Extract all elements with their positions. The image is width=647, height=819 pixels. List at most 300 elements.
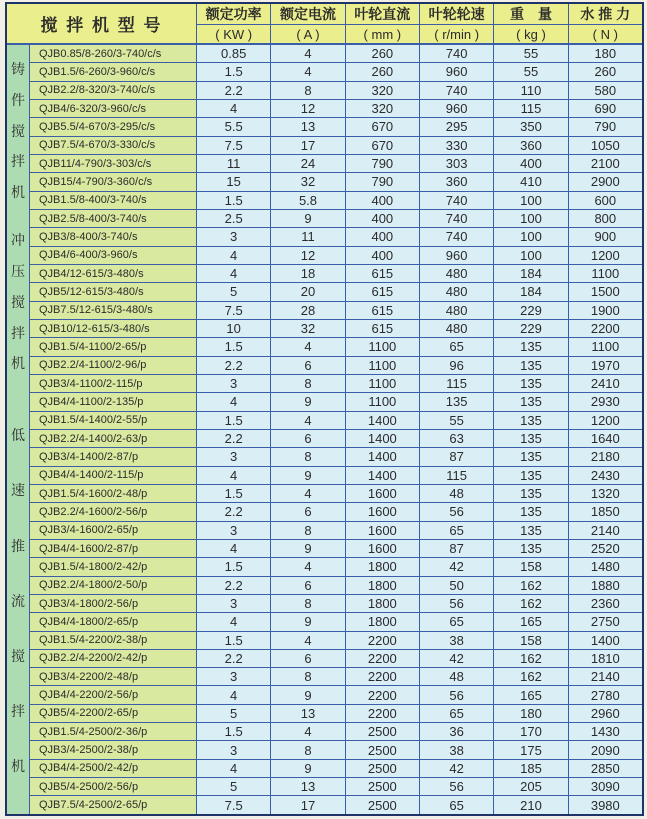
table-row	[30, 63, 642, 81]
value-cell: 4	[197, 265, 271, 282]
value-cell: 135	[494, 338, 568, 355]
value-cell: 15	[197, 173, 271, 190]
value-cell: 2.2	[197, 503, 271, 520]
table-row	[30, 448, 642, 466]
value-cell: 180	[569, 45, 642, 62]
column-header-label: 额定功率	[197, 4, 270, 25]
value-cell: 135	[494, 540, 568, 557]
value-cell: 7.5	[197, 302, 271, 319]
value-cell: 740	[420, 45, 494, 62]
value-cell: 13	[271, 118, 345, 135]
value-cell: 670	[346, 118, 420, 135]
value-cell: 56	[420, 503, 494, 520]
value-cell: 3	[197, 741, 271, 758]
table-row	[30, 430, 642, 448]
value-cell: 1800	[346, 577, 420, 594]
table-body	[7, 45, 642, 814]
table-row	[30, 375, 642, 393]
table-row	[30, 320, 642, 338]
value-cell: 17	[271, 796, 345, 813]
table-row	[30, 503, 642, 521]
table-row	[30, 485, 642, 503]
table-row	[30, 155, 642, 173]
value-cell: 960	[420, 100, 494, 117]
section-label	[7, 387, 29, 814]
value-cell: 4	[197, 686, 271, 703]
value-cell: 2430	[569, 467, 642, 484]
model-cell: QJB4/12-615/3-480/s	[30, 265, 197, 282]
value-cell: 350	[494, 118, 568, 135]
value-cell: 135	[494, 448, 568, 465]
model-cell: QJB1.5/4-2500/2-36/p	[30, 723, 197, 740]
value-cell: 135	[494, 393, 568, 410]
section-label-char: 搅	[11, 293, 25, 310]
table-row	[30, 778, 642, 796]
value-cell: 210	[494, 796, 568, 813]
value-cell: 13	[271, 778, 345, 795]
value-cell: 2140	[569, 522, 642, 539]
value-cell: 2200	[346, 632, 420, 649]
value-cell: 42	[420, 558, 494, 575]
model-cell: QJB4/6-400/3-960/s	[30, 247, 197, 264]
value-cell: 9	[271, 686, 345, 703]
table-header	[7, 4, 642, 45]
value-cell: 3	[197, 668, 271, 685]
value-cell: 1100	[346, 393, 420, 410]
value-cell: 55	[494, 63, 568, 80]
section-label-char: 冲	[11, 231, 25, 248]
table-row	[30, 192, 642, 210]
value-cell: 2090	[569, 741, 642, 758]
value-cell: 1400	[346, 430, 420, 447]
value-cell: 0.85	[197, 45, 271, 62]
table-row	[30, 595, 642, 613]
value-cell: 65	[420, 338, 494, 355]
value-cell: 740	[420, 228, 494, 245]
table-row	[30, 686, 642, 704]
table-row	[30, 210, 642, 228]
model-cell: QJB3/4-2200/2-48/p	[30, 668, 197, 685]
value-cell: 1800	[346, 613, 420, 630]
value-cell: 480	[420, 320, 494, 337]
model-cell: QJB7.5/4-2500/2-65/p	[30, 796, 197, 813]
section-label-char: 机	[11, 184, 25, 201]
section-label	[7, 216, 29, 387]
model-cell: QJB3/4-2500/2-38/p	[30, 741, 197, 758]
table-row	[30, 723, 642, 741]
value-cell: 165	[494, 613, 568, 630]
value-cell: 400	[346, 247, 420, 264]
column-header-label: 额定电流	[271, 4, 344, 25]
value-cell: 12	[271, 247, 345, 264]
value-cell: 1400	[569, 632, 642, 649]
value-cell: 50	[420, 577, 494, 594]
table-row	[30, 338, 642, 356]
value-cell: 400	[346, 192, 420, 209]
value-cell: 1.5	[197, 63, 271, 80]
value-cell: 4	[197, 540, 271, 557]
value-cell: 4	[271, 45, 345, 62]
table-row	[30, 741, 642, 759]
model-cell: QJB5/4-2200/2-65/p	[30, 705, 197, 722]
value-cell: 32	[271, 320, 345, 337]
value-cell: 5	[197, 283, 271, 300]
mixer-spec-table	[5, 2, 644, 816]
value-cell: 480	[420, 302, 494, 319]
section-label-char: 流	[11, 592, 25, 609]
model-cell: QJB5/4-2500/2-56/p	[30, 778, 197, 795]
value-cell: 135	[494, 467, 568, 484]
value-cell: 1.5	[197, 723, 271, 740]
value-cell: 3	[197, 375, 271, 392]
table-row	[30, 283, 642, 301]
value-cell: 135	[494, 503, 568, 520]
value-cell: 12	[271, 100, 345, 117]
column-header	[420, 4, 494, 43]
value-cell: 9	[271, 467, 345, 484]
value-cell: 110	[494, 82, 568, 99]
value-cell: 900	[569, 228, 642, 245]
value-cell: 670	[346, 137, 420, 154]
value-cell: 63	[420, 430, 494, 447]
value-cell: 6	[271, 577, 345, 594]
value-cell: 740	[420, 192, 494, 209]
value-cell: 100	[494, 192, 568, 209]
value-cell: 2500	[346, 723, 420, 740]
value-cell: 7.5	[197, 796, 271, 813]
value-cell: 800	[569, 210, 642, 227]
value-cell: 100	[494, 228, 568, 245]
value-cell: 1970	[569, 357, 642, 374]
model-cell: QJB1.5/6-260/3-960/c/s	[30, 63, 197, 80]
value-cell: 1.5	[197, 632, 271, 649]
value-cell: 18	[271, 265, 345, 282]
table-row	[30, 632, 642, 650]
section-label-char: 拌	[11, 702, 25, 719]
value-cell: 615	[346, 302, 420, 319]
value-cell: 8	[271, 668, 345, 685]
value-cell: 320	[346, 100, 420, 117]
table-row	[30, 173, 642, 191]
value-cell: 2200	[346, 650, 420, 667]
value-cell: 4	[271, 723, 345, 740]
value-cell: 2.2	[197, 82, 271, 99]
table-row	[30, 82, 642, 100]
table-row	[30, 393, 642, 411]
value-cell: 960	[420, 247, 494, 264]
value-cell: 6	[271, 430, 345, 447]
value-cell: 13	[271, 705, 345, 722]
model-cell: QJB15/4-790/3-360/c/s	[30, 173, 197, 190]
value-cell: 1500	[569, 283, 642, 300]
value-cell: 1600	[346, 485, 420, 502]
section-label-char: 拌	[11, 324, 25, 341]
value-cell: 3	[197, 522, 271, 539]
value-cell: 65	[420, 796, 494, 813]
value-cell: 9	[271, 393, 345, 410]
model-cell: QJB2.2/4-1400/2-63/p	[30, 430, 197, 447]
value-cell: 115	[494, 100, 568, 117]
value-cell: 2.2	[197, 577, 271, 594]
section-label-char: 低	[11, 427, 25, 444]
value-cell: 38	[420, 741, 494, 758]
value-cell: 2900	[569, 173, 642, 190]
value-cell: 56	[420, 595, 494, 612]
table-row	[30, 577, 642, 595]
value-cell: 3	[197, 595, 271, 612]
model-cell: QJB4/6-320/3-960/c/s	[30, 100, 197, 117]
value-cell: 165	[494, 686, 568, 703]
table-row	[30, 613, 642, 631]
value-cell: 5	[197, 778, 271, 795]
model-cell: QJB3/4-1100/2-115/p	[30, 375, 197, 392]
value-cell: 790	[346, 173, 420, 190]
model-cell: QJB2.2/4-1600/2-56/p	[30, 503, 197, 520]
value-cell: 615	[346, 320, 420, 337]
value-cell: 5.8	[271, 192, 345, 209]
column-header	[197, 4, 271, 43]
value-cell: 690	[569, 100, 642, 117]
section-label-char: 件	[11, 91, 25, 108]
value-cell: 2.2	[197, 430, 271, 447]
value-cell: 56	[420, 778, 494, 795]
table-row	[30, 668, 642, 686]
column-header-label: 叶轮轮速	[420, 4, 493, 25]
model-cell: QJB7.5/12-615/3-480/s	[30, 302, 197, 319]
value-cell: 135	[494, 485, 568, 502]
value-cell: 9	[271, 760, 345, 777]
value-cell: 1100	[346, 375, 420, 392]
value-cell: 1.5	[197, 485, 271, 502]
table-row	[30, 412, 642, 430]
value-cell: 4	[271, 63, 345, 80]
table-row	[30, 558, 642, 576]
value-cell: 180	[494, 705, 568, 722]
section-label-char: 机	[11, 757, 25, 774]
value-cell: 1640	[569, 430, 642, 447]
value-cell: 4	[271, 338, 345, 355]
column-header-unit: ( mm )	[363, 26, 402, 42]
value-cell: 1200	[569, 247, 642, 264]
value-cell: 36	[420, 723, 494, 740]
value-cell: 740	[420, 82, 494, 99]
value-cell: 2850	[569, 760, 642, 777]
value-cell: 6	[271, 503, 345, 520]
value-cell: 4	[271, 412, 345, 429]
value-cell: 3090	[569, 778, 642, 795]
value-cell: 2200	[346, 668, 420, 685]
value-cell: 8	[271, 522, 345, 539]
table-row	[30, 228, 642, 246]
value-cell: 170	[494, 723, 568, 740]
section-label-char: 搅	[11, 122, 25, 139]
value-cell: 42	[420, 650, 494, 667]
value-cell: 135	[494, 357, 568, 374]
value-cell: 1.5	[197, 192, 271, 209]
value-cell: 615	[346, 283, 420, 300]
table-row	[30, 302, 642, 320]
value-cell: 5.5	[197, 118, 271, 135]
column-header-unit: ( kg )	[516, 26, 546, 42]
value-cell: 2520	[569, 540, 642, 557]
value-cell: 1400	[346, 467, 420, 484]
value-cell: 162	[494, 650, 568, 667]
section-label-char: 推	[11, 537, 25, 554]
value-cell: 1600	[346, 522, 420, 539]
value-cell: 135	[494, 375, 568, 392]
value-cell: 400	[494, 155, 568, 172]
value-cell: 135	[494, 412, 568, 429]
model-cell: QJB1.5/4-1800/2-42/p	[30, 558, 197, 575]
value-cell: 330	[420, 137, 494, 154]
column-header	[494, 4, 568, 43]
model-cell: QJB2.2/4-1800/2-50/p	[30, 577, 197, 594]
value-cell: 115	[420, 467, 494, 484]
section-label-char: 机	[11, 355, 25, 372]
value-cell: 2500	[346, 796, 420, 813]
value-cell: 2200	[346, 686, 420, 703]
section-label-char: 压	[11, 262, 25, 279]
model-cell: QJB1.5/8-400/3-740/s	[30, 192, 197, 209]
value-cell: 360	[420, 173, 494, 190]
value-cell: 8	[271, 448, 345, 465]
model-column-header: 搅 拌 机 型 号	[7, 4, 197, 43]
value-cell: 135	[420, 393, 494, 410]
table-row	[30, 540, 642, 558]
model-cell: QJB4/4-1400/2-115/p	[30, 467, 197, 484]
value-cell: 9	[271, 613, 345, 630]
value-cell: 162	[494, 595, 568, 612]
value-cell: 1600	[346, 503, 420, 520]
value-cell: 2.5	[197, 210, 271, 227]
table-row	[30, 705, 642, 723]
table-row	[30, 650, 642, 668]
value-cell: 4	[271, 485, 345, 502]
value-cell: 38	[420, 632, 494, 649]
value-cell: 3	[197, 448, 271, 465]
value-cell: 7.5	[197, 137, 271, 154]
value-cell: 55	[420, 412, 494, 429]
model-cell: QJB4/4-1600/2-87/p	[30, 540, 197, 557]
model-cell: QJB1.5/4-2200/2-38/p	[30, 632, 197, 649]
value-cell: 175	[494, 741, 568, 758]
value-cell: 8	[271, 595, 345, 612]
value-cell: 615	[346, 265, 420, 282]
value-cell: 4	[197, 467, 271, 484]
value-cell: 1810	[569, 650, 642, 667]
value-cell: 1880	[569, 577, 642, 594]
value-cell: 400	[346, 210, 420, 227]
model-cell: QJB1.5/4-1600/2-48/p	[30, 485, 197, 502]
value-cell: 1100	[569, 338, 642, 355]
value-cell: 1480	[569, 558, 642, 575]
value-cell: 4	[197, 760, 271, 777]
value-cell: 480	[420, 283, 494, 300]
value-cell: 1430	[569, 723, 642, 740]
column-header-unit: ( N )	[592, 26, 618, 42]
value-cell: 55	[494, 45, 568, 62]
table-row	[30, 357, 642, 375]
value-cell: 135	[494, 522, 568, 539]
value-cell: 5	[197, 705, 271, 722]
value-cell: 24	[271, 155, 345, 172]
value-cell: 184	[494, 283, 568, 300]
value-cell: 2180	[569, 448, 642, 465]
value-cell: 185	[494, 760, 568, 777]
section-label-char: 搅	[11, 647, 25, 664]
value-cell: 6	[271, 357, 345, 374]
value-cell: 2410	[569, 375, 642, 392]
value-cell: 1.5	[197, 558, 271, 575]
value-cell: 8	[271, 741, 345, 758]
value-cell: 4	[197, 100, 271, 117]
table-row	[30, 45, 642, 63]
value-cell: 3	[197, 228, 271, 245]
value-cell: 100	[494, 210, 568, 227]
value-cell: 2360	[569, 595, 642, 612]
value-cell: 260	[346, 63, 420, 80]
value-cell: 32	[271, 173, 345, 190]
section-label-column	[7, 45, 30, 814]
value-cell: 48	[420, 485, 494, 502]
section-label-char: 铸	[11, 60, 25, 77]
value-cell: 260	[346, 45, 420, 62]
value-cell: 2100	[569, 155, 642, 172]
value-cell: 4	[197, 393, 271, 410]
model-cell: QJB0.85/8-260/3-740/c/s	[30, 45, 197, 62]
model-cell: QJB2.5/8-400/3-740/s	[30, 210, 197, 227]
value-cell: 1320	[569, 485, 642, 502]
value-cell: 158	[494, 632, 568, 649]
value-cell: 2.2	[197, 357, 271, 374]
value-cell: 600	[569, 192, 642, 209]
table-row	[30, 796, 642, 813]
value-cell: 6	[271, 650, 345, 667]
value-cell: 1.5	[197, 338, 271, 355]
value-cell: 4	[271, 632, 345, 649]
value-cell: 1400	[346, 412, 420, 429]
value-cell: 9	[271, 540, 345, 557]
value-cell: 65	[420, 705, 494, 722]
value-cell: 8	[271, 82, 345, 99]
value-cell: 87	[420, 448, 494, 465]
model-cell: QJB5/12-615/3-480/s	[30, 283, 197, 300]
value-cell: 205	[494, 778, 568, 795]
value-cell: 20	[271, 283, 345, 300]
value-cell: 4	[197, 247, 271, 264]
value-cell: 2780	[569, 686, 642, 703]
value-cell: 184	[494, 265, 568, 282]
value-cell: 1850	[569, 503, 642, 520]
value-cell: 410	[494, 173, 568, 190]
value-cell: 2500	[346, 760, 420, 777]
table-row	[30, 247, 642, 265]
value-cell: 303	[420, 155, 494, 172]
value-cell: 360	[494, 137, 568, 154]
model-cell: QJB2.2/4-1100/2-96/p	[30, 357, 197, 374]
value-cell: 229	[494, 320, 568, 337]
table-row	[30, 467, 642, 485]
value-cell: 4	[197, 613, 271, 630]
table-row	[30, 265, 642, 283]
value-cell: 96	[420, 357, 494, 374]
value-cell: 2930	[569, 393, 642, 410]
value-cell: 65	[420, 613, 494, 630]
column-header	[346, 4, 420, 43]
column-header-unit: ( r/min )	[434, 26, 480, 42]
value-cell: 1800	[346, 558, 420, 575]
value-cell: 1100	[346, 338, 420, 355]
